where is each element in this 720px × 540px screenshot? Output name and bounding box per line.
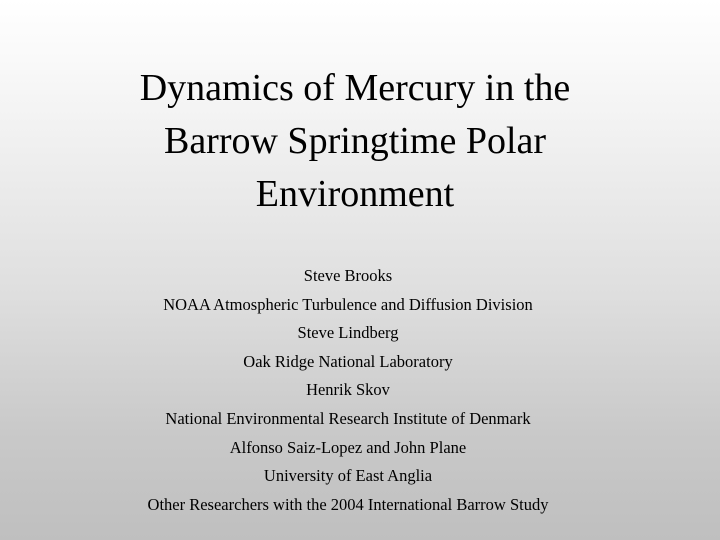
collaborators-note: Other Researchers with the 2004 International Barrow Study bbox=[147, 494, 549, 514]
author-name: Henrik Skov bbox=[306, 380, 390, 400]
author-affiliation: University of East Anglia bbox=[263, 466, 433, 486]
author-name: Steve Lindberg bbox=[297, 323, 399, 343]
author-affiliation: National Environmental Research Institute of Denmark bbox=[165, 408, 531, 428]
author-name: Steve Brooks bbox=[303, 266, 393, 285]
author-affiliation: Oak Ridge National Laboratory bbox=[243, 351, 453, 371]
author-list bbox=[0, 262, 696, 519]
title-line-1: Dynamics of Mercury in the bbox=[139, 67, 571, 109]
author-name: Alfonso Saiz-Lopez and John Plane bbox=[229, 437, 467, 457]
title-line-3: Environment bbox=[255, 173, 455, 215]
author-affiliation: NOAA Atmospheric Turbulence and Diffusion Division bbox=[163, 294, 533, 314]
slide-title bbox=[0, 62, 710, 221]
title-line-2: Barrow Springtime Polar bbox=[163, 120, 547, 162]
